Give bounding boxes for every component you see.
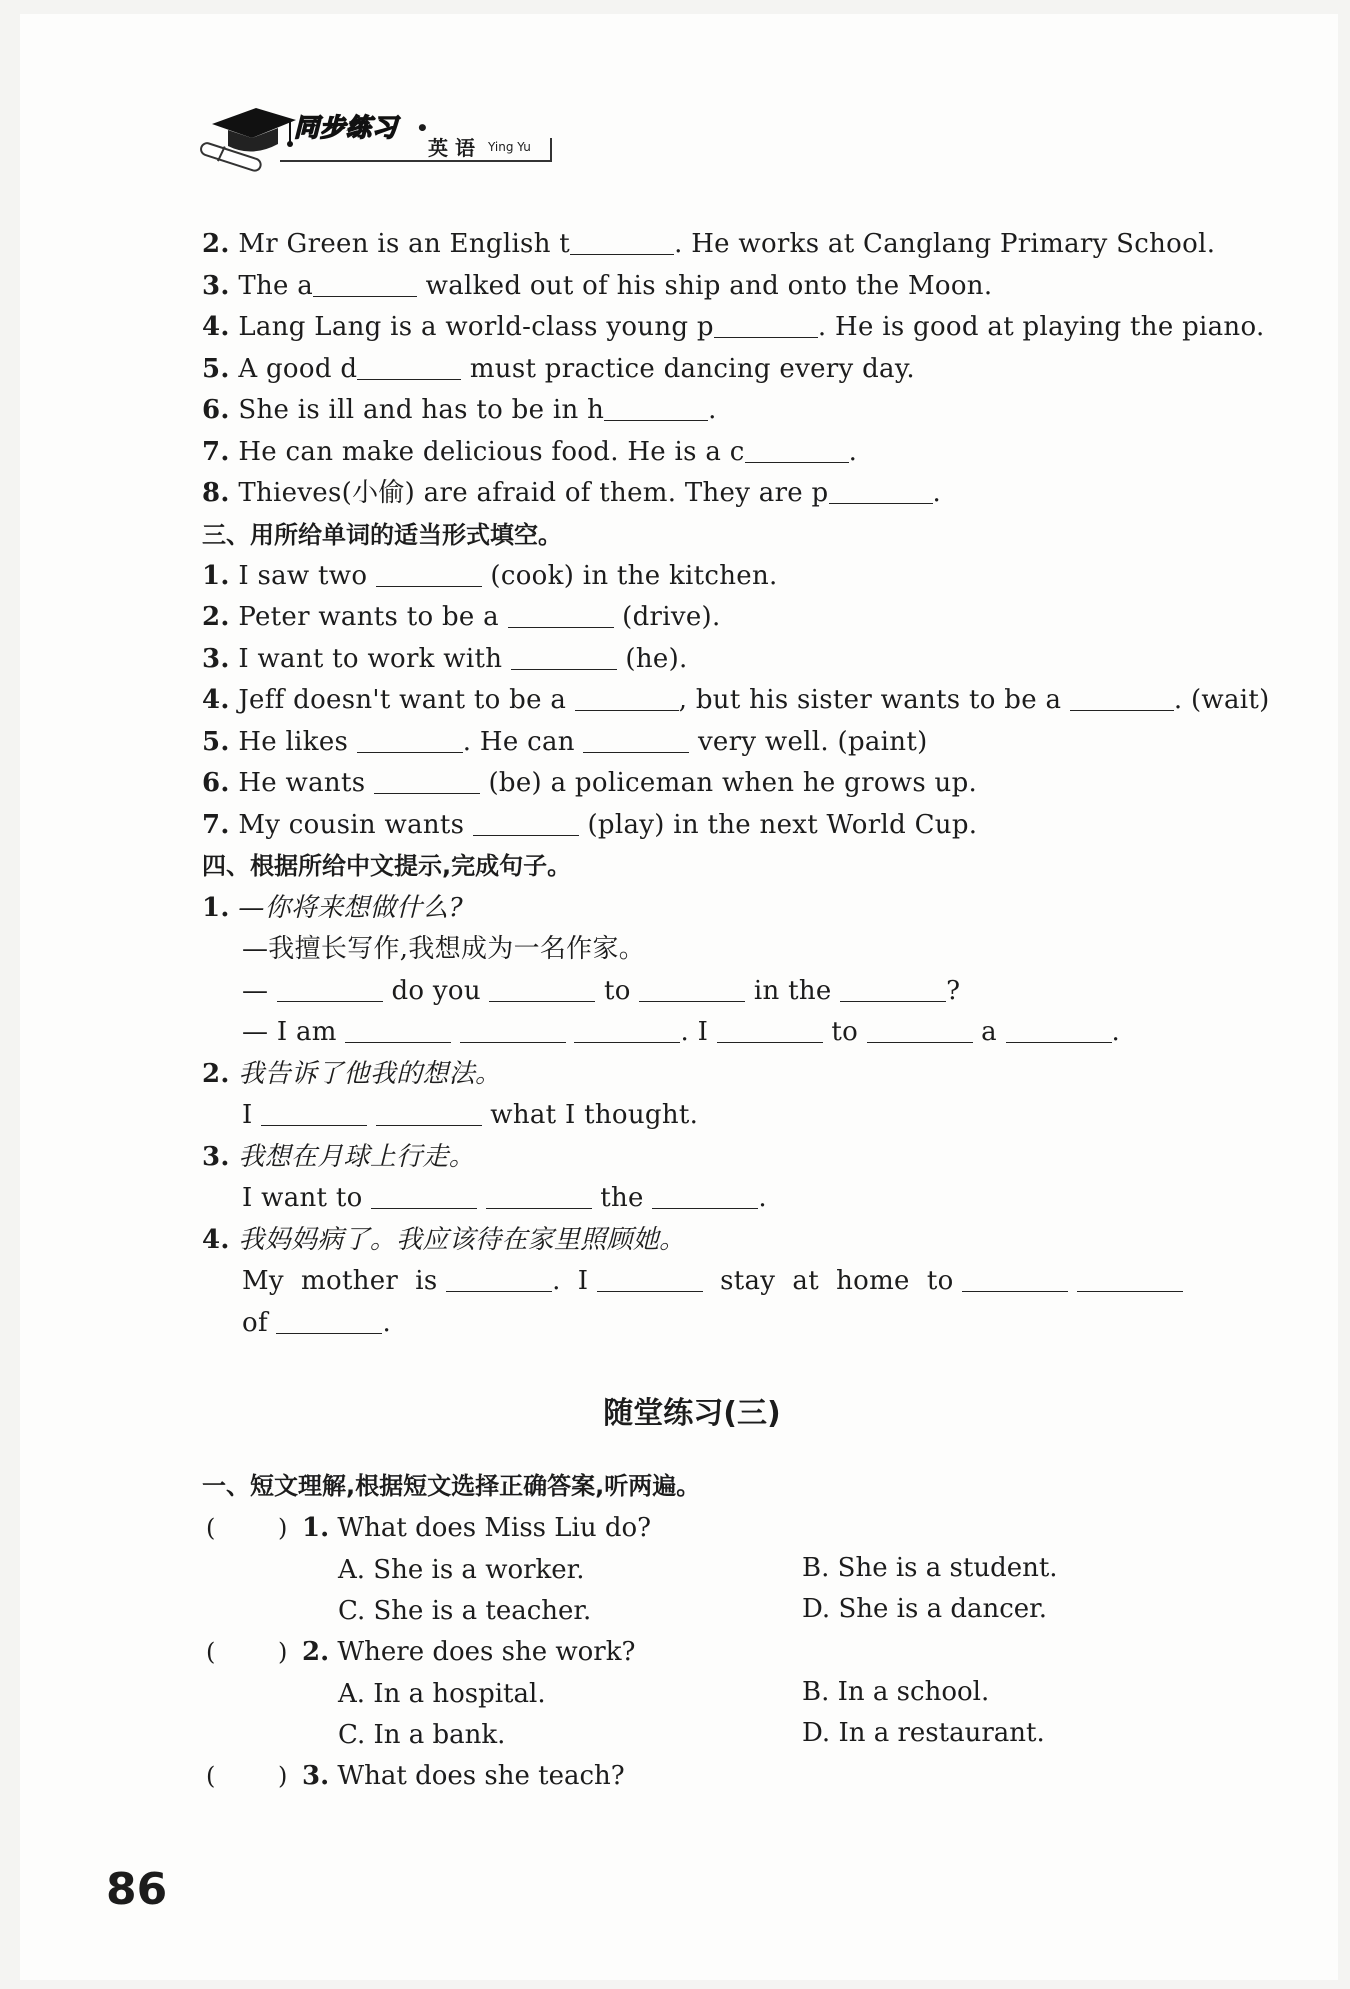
header-rule-end bbox=[550, 138, 552, 162]
answer-paren-close: ) bbox=[278, 1514, 288, 1542]
answer-blank[interactable] bbox=[1006, 1020, 1112, 1043]
answer-blank[interactable] bbox=[583, 730, 689, 753]
item-text: (play) in the next World Cup. bbox=[578, 810, 978, 840]
exercise-line bbox=[202, 228, 1215, 260]
item-text: — I am bbox=[242, 1017, 346, 1047]
answer-blank[interactable] bbox=[867, 1020, 973, 1043]
item-text: . bbox=[1111, 1017, 1121, 1047]
item-text: . He is good at playing the piano. bbox=[817, 312, 1265, 342]
item-text: . bbox=[932, 478, 942, 508]
answer-paren-open: ( bbox=[206, 1514, 216, 1542]
question-text: What does she teach? bbox=[337, 1761, 625, 1791]
item-number: 1. bbox=[202, 893, 230, 923]
answer-blank[interactable] bbox=[829, 481, 933, 504]
section-heading: 一、短文理解,根据短文选择正确答案,听两遍。 bbox=[202, 1472, 701, 1500]
item-text: . (wait) bbox=[1173, 685, 1270, 715]
answer-blank[interactable] bbox=[962, 1269, 1068, 1292]
section-heading: 四、根据所给中文提示,完成句子。 bbox=[202, 852, 572, 880]
item-text: Peter wants to be a bbox=[238, 602, 508, 632]
option-a[interactable]: A. She is a worker. bbox=[338, 1555, 585, 1585]
chinese-prompt: —我擅长写作,我想成为一名作家。 bbox=[242, 934, 646, 964]
header-rule bbox=[280, 160, 552, 162]
answer-blank[interactable] bbox=[357, 730, 463, 753]
answer-blank[interactable] bbox=[345, 1020, 451, 1043]
item-text: I saw two bbox=[238, 561, 376, 591]
exercise-line bbox=[202, 436, 857, 468]
item-text: My mother is bbox=[242, 1266, 447, 1296]
answer-paren-open: ( bbox=[206, 1638, 216, 1666]
answer-blank[interactable] bbox=[473, 813, 579, 836]
item-number: 3. bbox=[202, 271, 230, 301]
answer-blank[interactable] bbox=[597, 1269, 703, 1292]
item-text: . He works at Canglang Primary School. bbox=[674, 229, 1216, 259]
answer-blank[interactable] bbox=[574, 1020, 680, 1043]
answer-blank[interactable] bbox=[376, 1103, 482, 1126]
question-line bbox=[302, 1760, 625, 1792]
item-number: 8. bbox=[202, 478, 230, 508]
section-heading: 三、用所给单词的适当形式填空。 bbox=[202, 521, 562, 549]
exercise-line bbox=[202, 477, 941, 509]
item-text: . bbox=[848, 437, 858, 467]
answer-blank[interactable] bbox=[261, 1103, 367, 1126]
item-text: stay at home to bbox=[702, 1266, 954, 1296]
item-text: (cook) in the kitchen. bbox=[481, 561, 778, 591]
answer-blank[interactable] bbox=[840, 979, 946, 1002]
exercise-line bbox=[202, 684, 1270, 716]
chinese-prompt: —你将来想做什么? bbox=[238, 893, 463, 923]
exercise-line bbox=[242, 1307, 391, 1339]
item-text: . He can bbox=[462, 727, 584, 757]
exercise-line bbox=[202, 643, 688, 675]
item-text: must practice dancing every day. bbox=[461, 354, 915, 384]
item-number: 2. bbox=[202, 229, 230, 259]
item-text: of bbox=[242, 1308, 277, 1338]
answer-blank[interactable] bbox=[714, 315, 818, 338]
item-number: 3. bbox=[202, 1142, 230, 1172]
answer-blank[interactable] bbox=[575, 688, 679, 711]
item-number: 1. bbox=[202, 561, 230, 591]
answer-blank[interactable] bbox=[604, 398, 708, 421]
exercise-line bbox=[202, 1224, 685, 1256]
question-text: What does Miss Liu do? bbox=[337, 1513, 652, 1543]
chinese-prompt: 我告诉了他我的想法。 bbox=[238, 1059, 502, 1089]
item-text: what I thought. bbox=[481, 1100, 699, 1130]
answer-blank[interactable] bbox=[652, 1186, 758, 1209]
answer-blank[interactable] bbox=[486, 1186, 592, 1209]
item-text: very well. (paint) bbox=[689, 727, 928, 757]
answer-blank[interactable] bbox=[357, 357, 461, 380]
exercise-line bbox=[242, 1099, 698, 1131]
item-number: 7. bbox=[202, 437, 230, 467]
item-number: 6. bbox=[202, 768, 230, 798]
item-text: — bbox=[242, 976, 277, 1006]
item-text: (he). bbox=[616, 644, 688, 674]
item-text: He can make delicious food. He is a c bbox=[238, 437, 745, 467]
exercise-line bbox=[202, 809, 977, 841]
item-number: 4. bbox=[202, 312, 230, 342]
item-text: Mr Green is an English t bbox=[238, 229, 571, 259]
question-number: 3. bbox=[302, 1761, 330, 1791]
answer-blank[interactable] bbox=[376, 564, 482, 587]
item-text: , but his sister wants to be a bbox=[678, 685, 1070, 715]
answer-blank[interactable] bbox=[371, 1186, 477, 1209]
answer-blank[interactable] bbox=[277, 979, 383, 1002]
answer-blank[interactable] bbox=[508, 605, 614, 628]
question-line bbox=[302, 1636, 635, 1668]
question-number: 1. bbox=[302, 1513, 330, 1543]
item-text: She is ill and has to be in h bbox=[238, 395, 605, 425]
item-text: I bbox=[242, 1100, 262, 1130]
option-c[interactable]: C. She is a teacher. bbox=[338, 1596, 592, 1626]
answer-blank[interactable] bbox=[639, 979, 745, 1002]
exercise-line bbox=[202, 767, 977, 799]
answer-blank[interactable] bbox=[313, 274, 417, 297]
answer-blank[interactable] bbox=[446, 1269, 552, 1292]
item-text: (be) a policeman when he grows up. bbox=[479, 768, 978, 798]
item-text: I want to work with bbox=[238, 644, 511, 674]
option-d[interactable]: D. In a restaurant. bbox=[802, 1718, 1045, 1748]
item-text: He likes bbox=[238, 727, 357, 757]
item-text: Thieves(小偷) are afraid of them. They are p bbox=[238, 478, 829, 508]
item-text: . bbox=[708, 395, 717, 425]
item-text: He wants bbox=[238, 768, 374, 798]
exercise-line bbox=[202, 560, 778, 592]
exercise-line bbox=[202, 270, 992, 302]
item-text: in the bbox=[745, 976, 841, 1006]
answer-blank[interactable] bbox=[745, 440, 849, 463]
exercise-line bbox=[202, 394, 717, 426]
exercise-line bbox=[242, 1265, 1183, 1297]
item-text: (drive). bbox=[613, 602, 721, 632]
item-number: 2. bbox=[202, 602, 230, 632]
workbook-page bbox=[20, 14, 1338, 1980]
item-number: 3. bbox=[202, 644, 230, 674]
answer-paren-close: ) bbox=[278, 1762, 288, 1790]
question-line bbox=[302, 1512, 651, 1544]
option-b[interactable]: B. In a school. bbox=[802, 1677, 990, 1707]
question-text: Where does she work? bbox=[337, 1637, 636, 1667]
exercise-line bbox=[202, 311, 1265, 343]
chinese-prompt: 我妈妈病了。我应该待在家里照顾她。 bbox=[238, 1225, 686, 1255]
page-number: 86 bbox=[106, 1864, 168, 1915]
subject-label: 英 语 bbox=[428, 136, 475, 160]
chinese-prompt: 我想在月球上行走。 bbox=[238, 1142, 476, 1172]
option-d[interactable]: D. She is a dancer. bbox=[802, 1594, 1048, 1624]
item-number: 5. bbox=[202, 727, 230, 757]
item-text: . I bbox=[552, 1266, 597, 1296]
item-text: a bbox=[972, 1017, 1006, 1047]
item-number: 6. bbox=[202, 395, 230, 425]
section-title: 随堂练习(三) bbox=[603, 1396, 781, 1431]
exercise-line bbox=[202, 892, 463, 924]
page-header bbox=[198, 98, 554, 168]
item-text: Jeff doesn't want to be a bbox=[238, 685, 575, 715]
header-dot: • bbox=[416, 116, 429, 140]
option-a[interactable]: A. In a hospital. bbox=[338, 1679, 546, 1709]
answer-blank[interactable] bbox=[489, 979, 595, 1002]
item-text: . bbox=[758, 1183, 767, 1213]
option-c[interactable]: C. In a bank. bbox=[338, 1720, 506, 1750]
item-text: Lang Lang is a world-class young p bbox=[238, 312, 714, 342]
item-text: I want to bbox=[242, 1183, 372, 1213]
exercise-line bbox=[202, 1141, 475, 1173]
item-number: 5. bbox=[202, 354, 230, 384]
item-number: 4. bbox=[202, 685, 230, 715]
answer-paren-open: ( bbox=[206, 1762, 216, 1790]
answer-blank[interactable] bbox=[1077, 1269, 1183, 1292]
item-text: walked out of his ship and onto the Moon. bbox=[417, 271, 993, 301]
question-number: 2. bbox=[302, 1637, 330, 1667]
answer-paren-close: ) bbox=[278, 1638, 288, 1666]
exercise-line bbox=[202, 601, 721, 633]
exercise-line bbox=[242, 975, 960, 1007]
item-text: My cousin wants bbox=[238, 810, 473, 840]
item-text: The a bbox=[238, 271, 314, 301]
item-number: 4. bbox=[202, 1225, 230, 1255]
item-text: to bbox=[595, 976, 640, 1006]
answer-blank[interactable] bbox=[1070, 688, 1174, 711]
exercise-line bbox=[202, 1058, 501, 1090]
item-text: ? bbox=[946, 976, 961, 1006]
exercise-line bbox=[202, 726, 928, 758]
item-text: the bbox=[591, 1183, 653, 1213]
option-b[interactable]: B. She is a student. bbox=[802, 1553, 1058, 1583]
answer-blank[interactable] bbox=[717, 1020, 823, 1043]
item-number: 2. bbox=[202, 1059, 230, 1089]
item-number: 7. bbox=[202, 810, 230, 840]
brand-title: 同步练习 bbox=[294, 113, 399, 142]
answer-blank[interactable] bbox=[460, 1020, 566, 1043]
answer-blank[interactable] bbox=[276, 1311, 382, 1334]
exercise-line bbox=[242, 1016, 1120, 1048]
answer-blank[interactable] bbox=[570, 232, 674, 255]
item-text: do you bbox=[382, 976, 490, 1006]
exercise-line bbox=[242, 1182, 767, 1214]
answer-blank[interactable] bbox=[511, 647, 617, 670]
item-text: . bbox=[382, 1308, 392, 1338]
answer-blank[interactable] bbox=[374, 771, 480, 794]
item-text: to bbox=[822, 1017, 867, 1047]
item-text: A good d bbox=[238, 354, 358, 384]
exercise-line bbox=[202, 353, 915, 385]
item-text: . I bbox=[680, 1017, 717, 1047]
subject-pinyin: Ying Yu bbox=[488, 140, 531, 154]
